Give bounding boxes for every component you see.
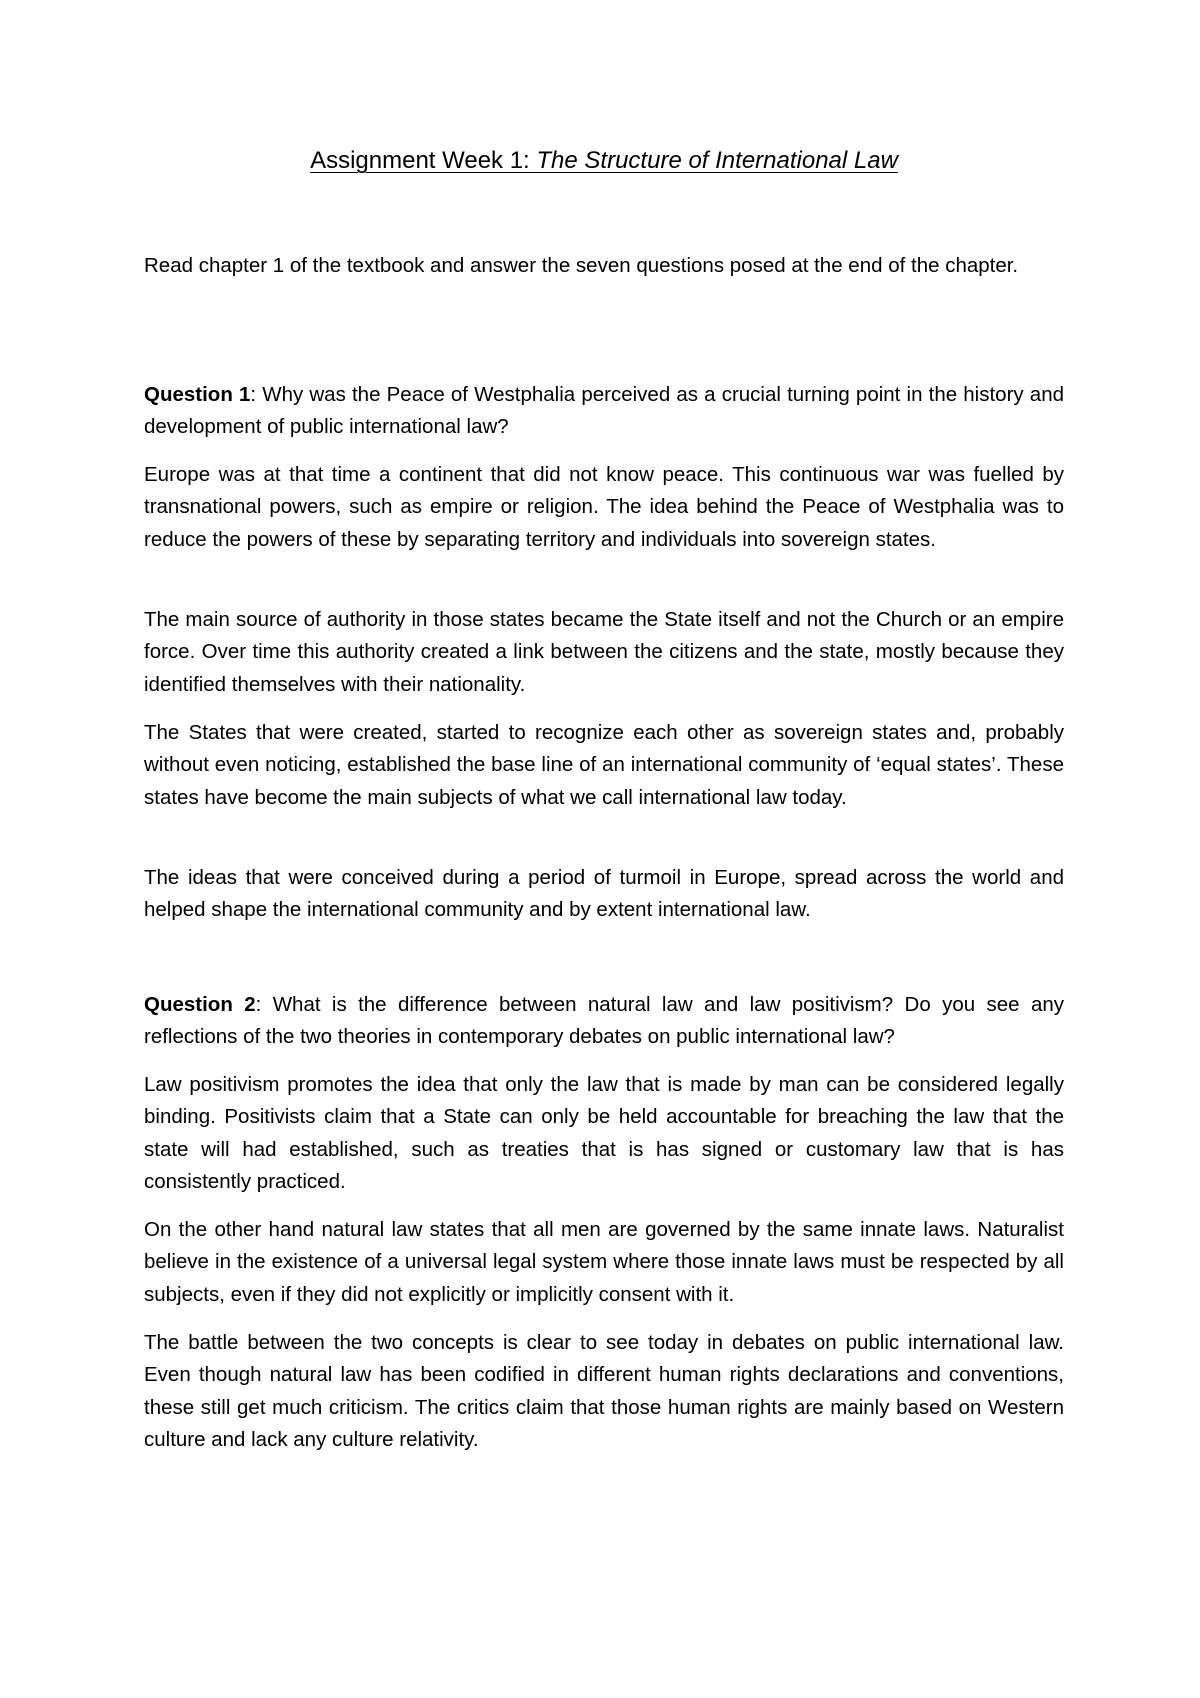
title-italic: The Structure of International Law xyxy=(536,147,898,174)
question-1-label: Question 1 xyxy=(144,383,251,406)
question-2 xyxy=(144,989,1064,1054)
question-1 xyxy=(144,379,1064,444)
question-1-answer-1: Europe was at that time a continent that did not know peace. This continuous war was fuelled by transnational powers, such as empire or religion. The idea behind the Peace of Westphalia was to reduce the powers of these by separating territory and individuals into sovereign states. xyxy=(144,463,1064,551)
question-2-label: Question 2 xyxy=(144,993,256,1016)
question-2-text: : What is the difference between natural law and law positivism? Do you see any reflections of the two theories in contemporary debates on public international law? xyxy=(144,993,1065,1049)
question-1-answer-4: The ideas that were conceived during a period of turmoil in Europe, spread across the world and helped shape the international community and by extent international law. xyxy=(144,866,1064,922)
question-1-answer-3: The States that were created, started to recognize each other as sovereign states and, probably without even noticing, established the base line of an international community of ‘equal states’. These states have become the main subjects of what we call international law today. xyxy=(144,721,1064,809)
question-2-answer-2: On the other hand natural law states that all men are governed by the same innate laws. Naturalist believe in the existence of a universal legal system where those innate laws must be respected by all subjects, even if they did not explicitly or implicitly consent with it. xyxy=(144,1218,1064,1306)
intro-paragraph: Read chapter 1 of the textbook and answer the seven questions posed at the end of the chapter. xyxy=(144,254,1019,277)
document-title xyxy=(144,145,1064,177)
question-1-answer-2: The main source of authority in those states became the State itself and not the Church or an empire force. Over time this authority created a link between the citizens and the state, mostly because they identified themselves with their nationality. xyxy=(144,608,1064,696)
question-2-answer-3: The battle between the two concepts is clear to see today in debates on public international law. Even though natural law has been codified in different human rights declarations and conventions, these still get much criticism. The critics claim that those human rights are mainly based on Western culture and lack any culture relativity. xyxy=(144,1331,1064,1451)
question-2-answer-1: Law positivism promotes the idea that only the law that is made by man can be considered legally binding. Positivists claim that a State can only be held accountable for breaching the law that the state will had established, such as treaties that is has signed or customary law that is has consistently practiced. xyxy=(144,1073,1064,1193)
question-1-text: : Why was the Peace of Westphalia perceived as a crucial turning point in the history and development of public international law? xyxy=(144,383,1064,439)
title-prefix: Assignment Week 1: xyxy=(310,147,537,174)
